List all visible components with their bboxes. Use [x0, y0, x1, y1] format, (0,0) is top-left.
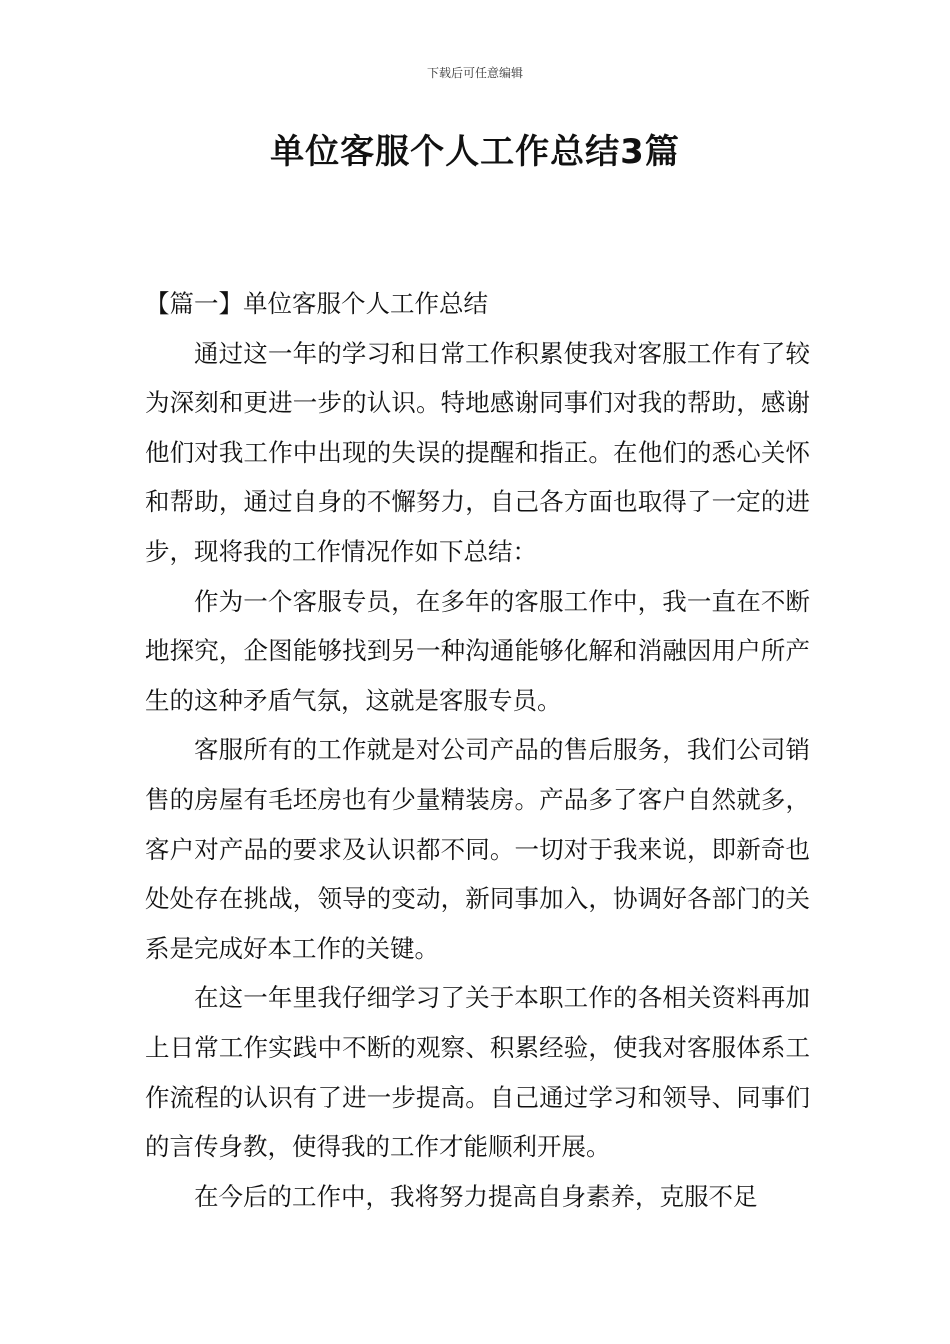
paragraph-4: 在这一年里我仔细学习了关于本职工作的各相关资料再加上日常工作实践中不断的观察、积累经验，使我对客服体系工作流程的认识有了进一步提高。自己通过学习和领导、同事们的言传身教，使得我的工作才能顺利开展。 — [145, 983, 810, 1162]
section-heading: 【篇一】单位客服个人工作总结 — [145, 289, 488, 318]
paragraph-1: 通过这一年的学习和日常工作积累使我对客服工作有了较为深刻和更进一步的认识。特地感谢同事们对我的帮助，感谢他们对我工作中出现的失误的提醒和指正。在他们的悉心关怀和帮助，通过自身的不懈努力，自己各方面也取得了一定的进步，现将我的工作情况作如下总结： — [145, 338, 810, 566]
paragraph-3: 客服所有的工作就是对公司产品的售后服务，我们公司销售的房屋有毛坯房也有少量精装房。产品多了客户自然就多，客户对产品的要求及认识都不同。一切对于我来说，即新奇也处处存在挑战，领导的变动，新同事加入，协调好各部门的关系是完成好本工作的关键。 — [145, 735, 810, 963]
paragraph-2: 作为一个客服专员，在多年的客服工作中，我一直在不断地探究，企图能够找到另一种沟通能够化解和消融因用户所产生的这种矛盾气氛，这就是客服专员。 — [145, 586, 810, 715]
paragraph-5: 在今后的工作中，我将努力提高自身素养，克服不足 — [194, 1181, 758, 1211]
document-title: 单位客服个人工作总结3篇 — [270, 132, 680, 172]
header-note: 下载后可任意编辑 — [426, 66, 523, 80]
document-body — [145, 279, 810, 1221]
